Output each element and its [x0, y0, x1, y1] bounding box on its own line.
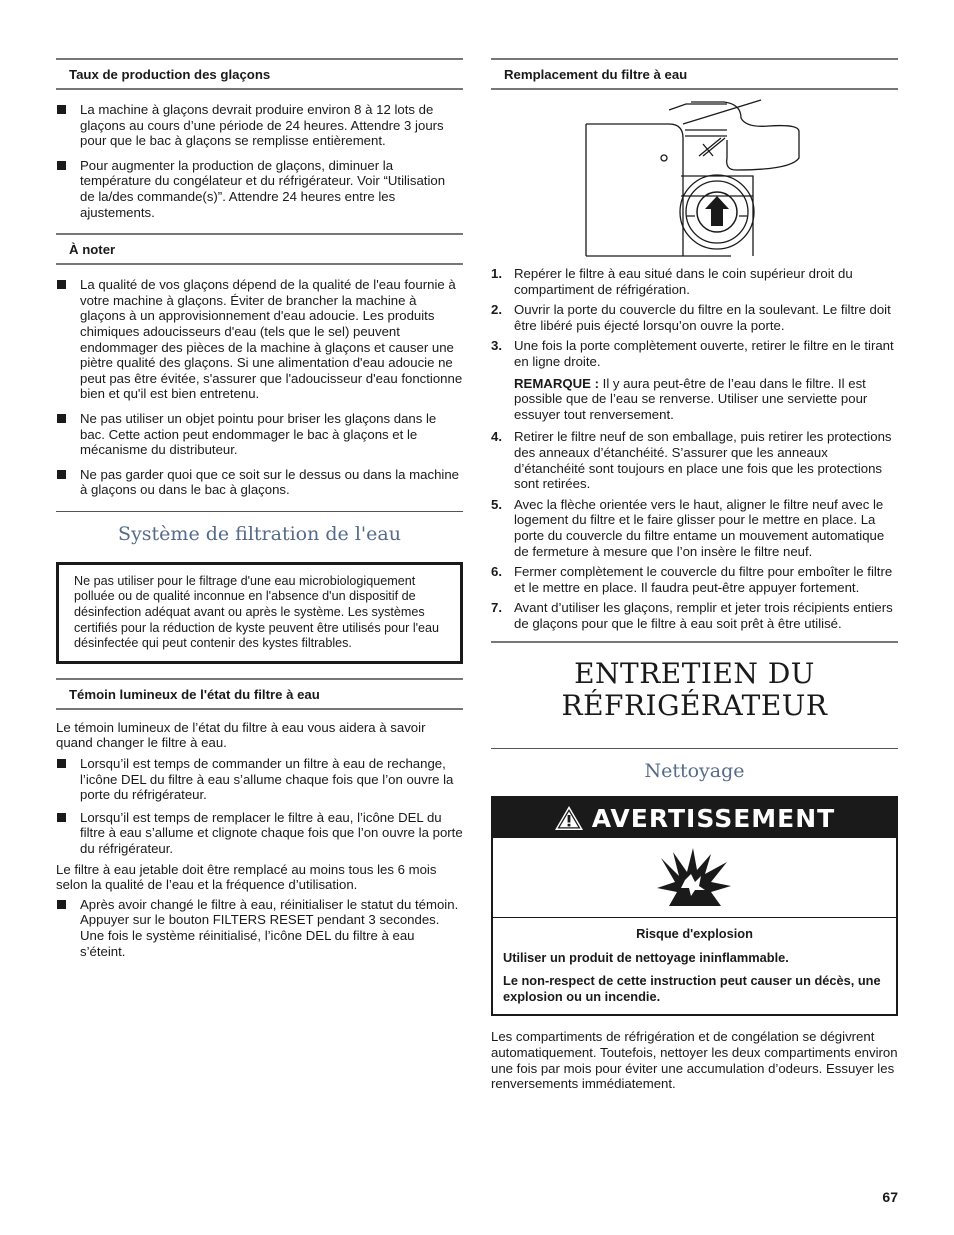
explosion-icon-row — [493, 838, 896, 918]
warning-line1: Utiliser un produit de nettoyage ininflammable. — [503, 950, 789, 966]
list-item — [491, 497, 898, 559]
ice-rate-list — [56, 102, 463, 220]
warning-header — [493, 798, 896, 838]
filtration-notice: Ne pas utiliser pour le filtrage d'une eau microbiologiquement polluée ou de qualité inconnue en l'absence d'un dispositif de désinfection adéquat avant ou après le système. Les systèmes certifiés pour la réduction de kyste peuvent être utilisés pour l'eau désinfectée qui peut contenir des kystes filtrables. — [56, 562, 463, 664]
explosion-icon — [655, 846, 735, 910]
left-column — [56, 58, 463, 959]
step-number: 7. — [491, 600, 502, 616]
list-item — [491, 564, 898, 595]
list-item — [491, 338, 898, 422]
cleaning-subtitle: Nettoyage — [644, 760, 745, 783]
warning-line2: Le non-respect de cette instruction peut causer un décès, une explosion ou un incendie. — [503, 973, 881, 1005]
list-item: Ne pas utiliser un objet pointu pour briser les glaçons dans le bac. Cette action peut endommager le bac à glaçons et le mécanisme du distributeur. — [56, 411, 463, 458]
indicator-list-2 — [56, 897, 463, 959]
maintenance-title-line1: ENTRETIEN DU — [574, 657, 815, 691]
list-item — [491, 266, 898, 297]
warning-box — [491, 796, 898, 1016]
step-number: 6. — [491, 564, 502, 580]
warning-hazard: Risque d'explosion — [636, 926, 753, 942]
list-item: Pour augmenter la production de glaçons, diminuer la température du congélateur et du réfrigérateur. Voir “Utilisation de la/des commande(s)”. Attendre 24 heures entre les ajustements. — [56, 158, 463, 220]
filter-illustration — [491, 96, 898, 258]
indicator-paragraph: Le filtre à eau jetable doit être remplacé au moins tous les 6 mois selon la qualité de l’eau et la fréquence d’utilisation. — [56, 861, 437, 893]
step-number: 2. — [491, 302, 502, 318]
right-column — [491, 58, 898, 1092]
note-list — [56, 277, 463, 498]
warning-triangle-icon — [554, 805, 584, 831]
filtration-title: Système de filtration de l'eau — [118, 522, 401, 545]
list-item: Lorsqu’il est temps de commander un filtre à eau de rechange, l’icône DEL du filtre à eau s’allume chaque fois que l’on ouvre la porte du réfrigérateur. — [56, 756, 463, 803]
indicator-heading: Témoin lumineux de l'état du filtre à eau — [56, 678, 463, 710]
step-text: Avant d’utiliser les glaçons, remplir et jeter trois récipients entiers de glaçons pour que le filtre à eau soit prêt à être utilisé. — [514, 600, 893, 631]
cleaning-paragraph: Les compartiments de réfrigération et de congélation se dégivrent automatiquement. Toutefois, nettoyer les deux compartiments environ une fois par mois pour éviter une accumulation d’odeurs. Essuyer les renversements immédiatement. — [491, 1029, 898, 1092]
step-number: 5. — [491, 496, 502, 512]
remark-text: Il y aura peut-être de l’eau dans le filtre. Il est possible que de l’eau se renverse. Utiliser une serviette pour essuyer tout renversement. — [514, 375, 868, 422]
divider — [491, 748, 898, 749]
step-text: Ouvrir la porte du couvercle du filtre en la soulevant. Le filtre doit être libéré puis éjecté lorsqu’on ouvre la porte. — [514, 302, 891, 333]
list-item — [491, 600, 898, 631]
step-text: Retirer le filtre neuf de son emballage, puis retirer les protections des anneaux d’étanchéité. S’assurer que les anneaux d’étanchéité sont toujours en place une fois que les protections sont retirées. — [514, 429, 892, 492]
step-number: 1. — [491, 266, 502, 281]
remark — [514, 376, 898, 423]
warning-body — [493, 918, 896, 1014]
step-text: Une fois la porte complètement ouverte, retirer le filtre en le tirant en ligne droite. — [514, 338, 894, 369]
filter-diagram-icon — [491, 96, 898, 258]
step-text: Fermer complètement le couvercle du filtre pour emboîter le filtre et le mettre en place. Il faudra peut-être appuyer fortement. — [514, 564, 893, 595]
step-text: Avec la flèche orientée vers le haut, aligner le filtre neuf avec le logement du filtre et le faire glisser pour le mettre en place. La porte du couvercle du filtre entame un mouvement automatique de fermeture à mesure que l’on insère le filtre neuf. — [514, 496, 885, 559]
remark-label: REMARQUE : — [514, 375, 599, 391]
list-item: La qualité de vos glaçons dépend de la qualité de l'eau fournie à votre machine à glaçons. Éviter de brancher la machine à glaçons à un approvisionnement d'eau adoucie. Les produits chimiques adoucisseurs d'eau (tels que le sel) peuvent endommager des pièces de la machine à glaçons et causer une piètre qualité des glaçons. Si une alimentation d'eau adoucie ne peut pas être évitée, s'assurer que l'adoucisseur d'eau fonctionne bien et qu'il est bien entretenu. — [56, 277, 463, 402]
ice-rate-heading: Taux de production des glaçons — [56, 58, 463, 90]
replace-heading: Remplacement du filtre à eau — [491, 58, 898, 90]
maintenance-title — [491, 658, 898, 722]
list-item — [491, 429, 898, 491]
page-number: 67 — [882, 1189, 898, 1205]
list-item: Après avoir changé le filtre à eau, réinitialiser le statut du témoin. Appuyer sur le bouton FILTERS RESET pendant 3 secondes. Une fois le système réinitialisé, l’icône DEL du filtre à eau s’éteint. — [56, 897, 463, 959]
list-item: Lorsqu’il est temps de remplacer le filtre à eau, l’icône DEL du filtre à eau s’allume et clignote chaque fois que l’on ouvre la porte du réfrigérateur. — [56, 810, 463, 857]
indicator-list — [56, 756, 463, 857]
step-text: Repérer le filtre à eau situé dans le coin supérieur droit du compartiment de réfrigération. — [514, 266, 853, 297]
list-item: La machine à glaçons devrait produire environ 8 à 12 lots de glaçons au cours d’une période de 24 heures. Attendre 3 jours pour que le bac à glaçons se remplisse entièrement. — [56, 102, 463, 149]
note-heading: À noter — [56, 233, 463, 265]
list-item: Ne pas garder quoi que ce soit sur le dessus ou dans la machine à glaçons ou dans le bac à glaçons. — [56, 467, 463, 498]
replace-steps — [491, 266, 898, 631]
step-number: 3. — [491, 338, 502, 354]
divider — [56, 511, 463, 512]
maintenance-title-line2: RÉFRIGÉRATEUR — [561, 689, 828, 723]
divider — [491, 641, 898, 643]
list-item — [491, 302, 898, 333]
indicator-intro: Le témoin lumineux de l’état du filtre à eau vous aidera à savoir quand changer le filtre à eau. — [56, 719, 426, 751]
warning-label: AVERTISSEMENT — [591, 803, 836, 833]
step-number: 4. — [491, 429, 502, 445]
